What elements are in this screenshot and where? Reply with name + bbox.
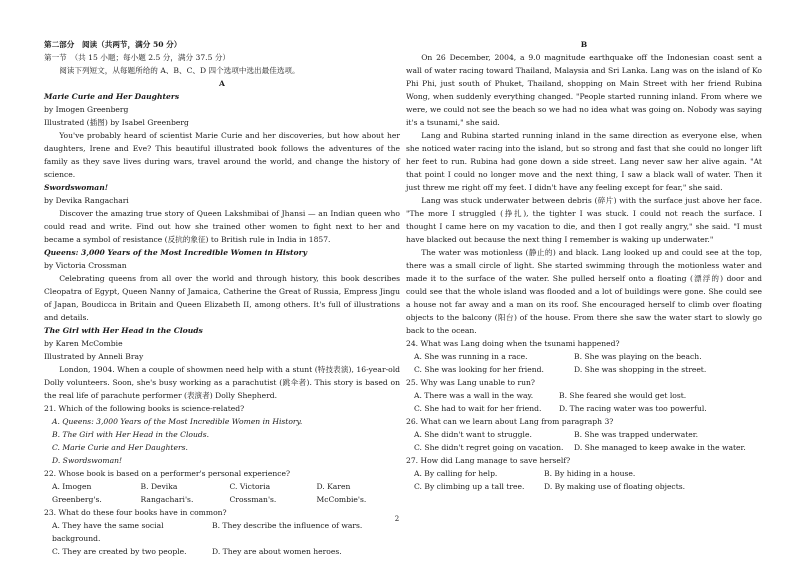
- question-23-stem: 23. What do these four books have in common?: [44, 508, 227, 517]
- question-25-options-row1: [406, 389, 762, 402]
- book-title: Swordswoman!: [44, 183, 109, 192]
- left-column: [44, 38, 400, 558]
- passage-a-label: A: [219, 79, 225, 88]
- book-description: Celebrating queens from all over the world and through history, this book describes Cleopatra of Egypt, Queen Nanny of Jamaica, Catherine the Great of Russia, Empress Jingu of Japan, Boudicca in Britain and Queen Elizabeth II, among others. It's full of illustrations and details.: [44, 274, 400, 322]
- option-25b: B. She feared she would get lost.: [559, 391, 687, 400]
- instruction-text: 阅读下列短文，从每题所给的 A、B、C、D 四个选项中选出最佳选项。: [59, 66, 300, 75]
- option-22a: A. Imogen Greenberg's.: [52, 482, 102, 504]
- book-author: by Imogen Greenberg: [44, 105, 129, 114]
- option-25d: D. The racing water was too powerful.: [559, 404, 707, 413]
- option-24a: A. She was running in a race.: [414, 352, 528, 361]
- passage-paragraph: The water was motionless (静止的) and black. Lang looked up and could see at the top, there was a small circle of light. She started swimming through the motionless water and made it to the surface of the water. She pulled herself onto a floating (漂浮的) door and could see that the whole island was flooded and a lot of buildings were gone. She could see a house not far away and a man on its roof. She encouraged herself to climb over floating objects to the balcony (阳台) of the house. From there she saw the water start to slowly go back to the ocean.: [406, 248, 762, 335]
- passage-paragraph: Lang was stuck underwater between debris (碎片) with the surface just above her face. "The more I struggled (挣扎), the tighter I was stuck. I could not reach the surface. I thought I came here on my vacation to die, and then I got really angry," she said. "I must have blacked out because the next thing I remember is waking up underwater.": [406, 196, 762, 244]
- option-27d: D. By making use of floating objects.: [544, 482, 686, 491]
- option-27b: B. By hiding in a house.: [544, 469, 636, 478]
- book-description: Discover the amazing true story of Queen Lakshmibai of Jhansi — an Indian queen who could read and write. Find out how she trained other women to fight next to her and became a symbol of resistance (反抗的象征) to British rule in India in 1857.: [44, 209, 400, 244]
- question-27-stem: 27. How did Lang manage to save herself?: [406, 456, 571, 465]
- book-title: The Girl with Her Head in the Clouds: [44, 326, 203, 335]
- option-23a: A. They have the same social background.: [52, 521, 164, 543]
- question-25-stem: 25. Why was Lang unable to run?: [406, 378, 535, 387]
- question-25-options-row2: [406, 402, 762, 415]
- option-21c: C. Marie Curie and Her Daughters.: [52, 443, 188, 452]
- book-author: by Devika Rangachari: [44, 196, 129, 205]
- question-26-stem: 26. What can we learn about Lang from paragraph 3?: [406, 417, 614, 426]
- option-22c: C. Victoria Crossman's.: [229, 482, 277, 504]
- option-21d: D. Swordswoman!: [52, 456, 123, 465]
- passage-paragraph: Lang and Rubina started running inland in the same direction as everyone else, when she noticed water racing into the island, but so strong and fast that she could no longer lift her feet to run. Rubina had gone down a side street. Lang never saw her alive again. "At that point I could no longer move and the next thing, I saw a black wall of water. Then it just threw me right off my feet. I didn't have any feeling except for fear," she said.: [406, 131, 762, 192]
- option-23b: B. They describe the influence of wars.: [212, 521, 363, 530]
- question-21-stem: 21. Which of the following books is science-related?: [44, 404, 245, 413]
- option-27a: A. By calling for help.: [414, 469, 498, 478]
- option-22d: D. Karen McCombie's.: [316, 482, 367, 504]
- question-26-options-row2: [406, 441, 762, 454]
- option-26b: B. She was trapped underwater.: [574, 430, 698, 439]
- question-24-stem: 24. What was Lang doing when the tsunami happened?: [406, 339, 620, 348]
- passage-b-label: B: [580, 40, 588, 49]
- book-illustrator: Illustrated by Anneli Bray: [44, 352, 144, 361]
- book-author: by Victoria Crossman: [44, 261, 127, 270]
- page-number: 2: [394, 515, 400, 523]
- question-24-options-row1: [406, 350, 762, 363]
- option-25c: C. She had to wait for her friend.: [414, 404, 542, 413]
- option-23d: D. They are about women heroes.: [212, 547, 342, 556]
- option-24c: C. She was looking for her friend.: [414, 365, 544, 374]
- book-illustrator: Illustrated (插图) by Isabel Greenberg: [44, 118, 189, 127]
- option-26d: D. She managed to keep awake in the water.: [574, 443, 746, 452]
- question-23-options-row2: [44, 545, 400, 558]
- question-27-options-row1: [406, 467, 762, 480]
- option-27c: C. By climbing up a tall tree.: [414, 482, 525, 491]
- option-21a: A. Queens: 3,000 Years of the Most Incredible Women in History.: [52, 417, 303, 426]
- question-27-options-row2: [406, 480, 762, 493]
- option-23c: C. They are created by two people.: [52, 547, 187, 556]
- right-column: [406, 38, 762, 493]
- subsection-heading: 第一节 （共 15 小题；每小题 2.5 分，满分 37.5 分）: [44, 53, 231, 62]
- option-26c: C. She didn't regret going on vacation.: [414, 443, 564, 452]
- option-25a: A. There was a wall in the way.: [414, 391, 534, 400]
- book-author: by Karen McCombie: [44, 339, 123, 348]
- book-description: You've probably heard of scientist Marie Curie and her discoveries, but how about her daughters, Irene and Eve? This beautiful illustrated book follows the adventures of the family as they save lives during wars, travel around the world, and change the history of science.: [44, 131, 400, 179]
- option-22b: B. Devika Rangachari's.: [140, 482, 194, 504]
- option-21b: B. The Girl with Her Head in the Clouds.: [52, 430, 210, 439]
- question-24-options-row2: [406, 363, 762, 376]
- question-22-stem: 22. Whose book is based on a performer's personal experience?: [44, 469, 291, 478]
- option-24d: D. She was shopping in the street.: [574, 365, 707, 374]
- book-title: Marie Curie and Her Daughters: [44, 92, 180, 101]
- question-22-options: [44, 480, 400, 506]
- section-heading: 第二部分 阅读（共两节，满分 50 分）: [44, 40, 182, 49]
- passage-paragraph: On 26 December, 2004, a 9.0 magnitude earthquake off the Indonesian coast sent a wall of water racing toward Thailand, Malaysia and Sri Lanka. Lang was on the island of Ko Phi Phi, just south of Phuket, Thailand, shopping on Main Street with her friend Rubina Wong, when suddenly everything changed. "People started running inland. From where we were, we could not see the beach so we had no idea what was going on. Nobody was saying it's a tsunami," she said.: [406, 53, 762, 127]
- book-description: London, 1904. When a couple of showmen need help with a stunt (特技表演), 16-year-old Dolly volunteers. Soon, she's busy working as a parachutist (跳伞者). This story is based on the real life of parachute performer (表演者) Dolly Shepherd.: [44, 365, 400, 400]
- option-26a: A. She didn't want to struggle.: [414, 430, 532, 439]
- option-24b: B. She was playing on the beach.: [574, 352, 702, 361]
- question-26-options-row1: [406, 428, 762, 441]
- book-title: Queens: 3,000 Years of the Most Incredible Women in History: [44, 248, 308, 257]
